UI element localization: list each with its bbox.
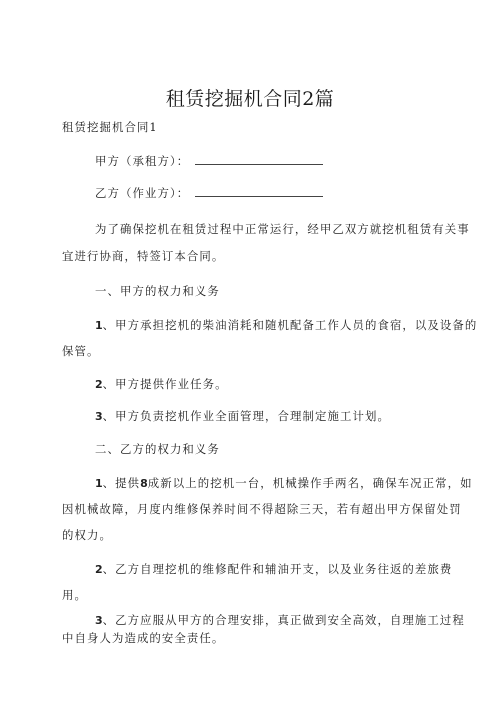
b1-number-8: 8: [140, 477, 148, 490]
party-b-line: [95, 185, 323, 201]
b3-number: 3: [95, 614, 103, 627]
party-b-blank: [195, 186, 323, 197]
b2-text-1: 、乙方自理挖机的维修配件和辅油开支，以及业务往返的差旅费: [102, 562, 453, 576]
party-b-label: 乙方（作业方）：: [95, 186, 190, 200]
b3-line-2: 中自身人为造成的安全责任。: [62, 631, 225, 645]
b3-line-1: [95, 612, 465, 628]
a2-line: [95, 376, 228, 392]
b2-number: 2: [95, 563, 103, 576]
b1-line-3: 的权力。: [62, 528, 112, 542]
a3-line: [95, 408, 390, 424]
a1-number: 1: [95, 319, 103, 332]
b1-line-1: [95, 475, 473, 491]
a1-line-1: [95, 317, 477, 333]
a1-text-1: 、甲方承担挖机的柴油消耗和随机配备工作人员的食宿，以及设备的: [102, 318, 478, 332]
intro-line-1: 为了确保挖机在租赁过程中正常运行，经甲乙双方就挖机租赁有关事: [95, 222, 470, 236]
a3-number: 3: [95, 410, 103, 423]
contract-subtitle: 租赁挖掘机合同1: [62, 120, 158, 134]
party-a-blank: [195, 154, 323, 165]
b3-text-1: 、乙方应服从甲方的合理安排，真正做到安全高效，自理施工过程: [102, 613, 465, 627]
section1-heading: 一、甲方的权力和义务: [95, 284, 220, 298]
section2-heading: 二、乙方的权力和义务: [95, 442, 220, 456]
b2-line-2: 用。: [62, 588, 87, 602]
b1-text-pre: 、提供: [102, 476, 141, 490]
b1-text-1: 成新以上的挖机一台，机械操作手两名，确保车况正常，如: [147, 476, 473, 490]
document-title: 租赁挖掘机合同2篇: [165, 88, 335, 110]
a1-line-2: 保管。: [62, 344, 100, 358]
b2-line-1: [95, 561, 452, 577]
a3-text: 、甲方负责挖机作业全面管理，合理制定施工计划。: [102, 409, 390, 423]
a2-text: 、甲方提供作业任务。: [102, 377, 228, 391]
a2-number: 2: [95, 378, 103, 391]
b1-number: 1: [95, 477, 103, 490]
intro-line-2: 宜进行协商，特签订本合同。: [62, 249, 225, 263]
party-a-label: 甲方（承租方）：: [95, 154, 190, 168]
b1-line-2: 因机械故障，月度内维修保养时间不得超除三天，若有超出甲方保留处罚: [62, 502, 462, 516]
party-a-line: [95, 153, 323, 169]
